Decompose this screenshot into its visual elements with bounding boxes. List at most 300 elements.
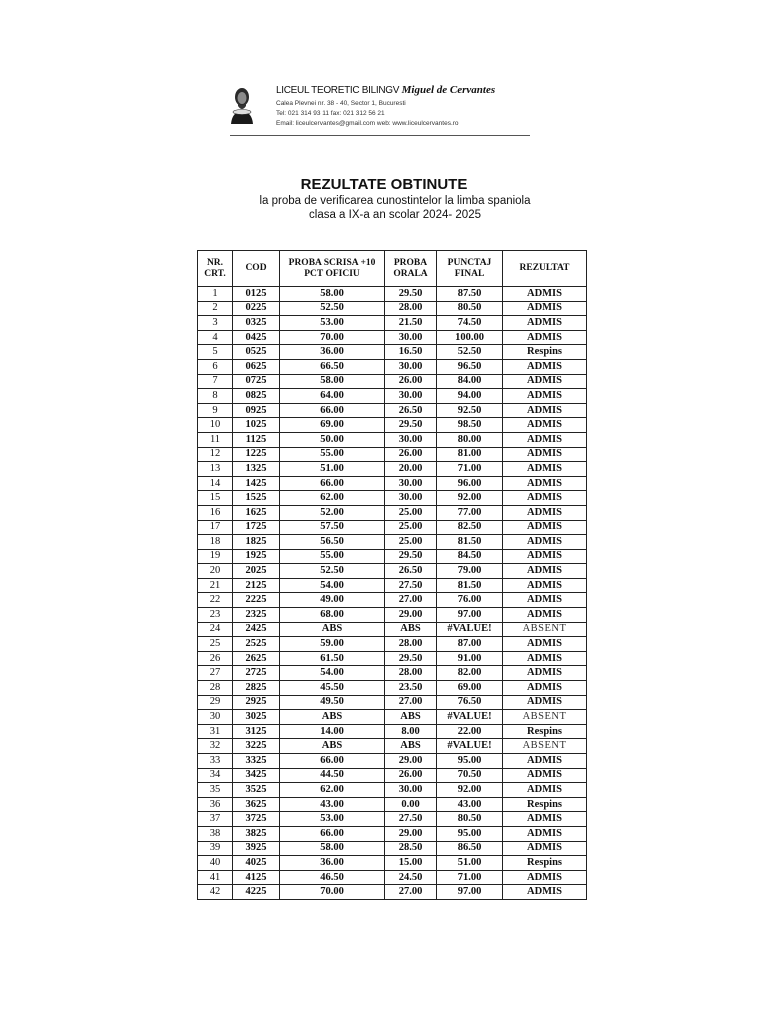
cell-proba-orala: 16.50 bbox=[385, 345, 437, 360]
table-row bbox=[198, 301, 587, 316]
cell-nr: 4 bbox=[198, 330, 233, 345]
school-name bbox=[276, 84, 495, 96]
cell-cod: 0525 bbox=[233, 345, 280, 360]
cell-proba-scrisa: ABS bbox=[280, 622, 385, 637]
cell-rezultat: ADMIS bbox=[503, 432, 587, 447]
cell-punctaj-final: 70.50 bbox=[437, 768, 503, 783]
letterhead bbox=[222, 80, 532, 140]
cell-rezultat: ADMIS bbox=[503, 768, 587, 783]
cell-nr: 29 bbox=[198, 695, 233, 710]
cell-rezultat: ABSENT bbox=[503, 739, 587, 754]
cell-cod: 2525 bbox=[233, 637, 280, 652]
cell-proba-orala: 26.00 bbox=[385, 374, 437, 389]
cell-rezultat: ABSENT bbox=[503, 622, 587, 637]
cell-nr: 1 bbox=[198, 287, 233, 302]
table-row bbox=[198, 710, 587, 725]
cell-rezultat: ADMIS bbox=[503, 885, 587, 900]
cell-proba-orala: 8.00 bbox=[385, 724, 437, 739]
cell-punctaj-final: 96.00 bbox=[437, 476, 503, 491]
cell-proba-scrisa: 49.00 bbox=[280, 593, 385, 608]
cell-proba-scrisa: 62.00 bbox=[280, 491, 385, 506]
cell-nr: 23 bbox=[198, 608, 233, 623]
cell-proba-orala: ABS bbox=[385, 739, 437, 754]
cell-proba-orala: 26.50 bbox=[385, 403, 437, 418]
cell-proba-scrisa: 64.00 bbox=[280, 389, 385, 404]
table-row bbox=[198, 856, 587, 871]
table-row bbox=[198, 476, 587, 491]
cell-proba-scrisa: 55.00 bbox=[280, 447, 385, 462]
table-row bbox=[198, 608, 587, 623]
cell-cod: 0325 bbox=[233, 316, 280, 331]
table-row bbox=[198, 491, 587, 506]
cell-cod: 3925 bbox=[233, 841, 280, 856]
cell-nr: 32 bbox=[198, 739, 233, 754]
cell-cod: 1025 bbox=[233, 418, 280, 433]
table-row bbox=[198, 345, 587, 360]
cell-cod: 0725 bbox=[233, 374, 280, 389]
cell-proba-orala: ABS bbox=[385, 710, 437, 725]
cell-punctaj-final: 69.00 bbox=[437, 681, 503, 696]
cell-nr: 36 bbox=[198, 797, 233, 812]
cell-punctaj-final: 92.00 bbox=[437, 783, 503, 798]
cell-proba-scrisa: 59.00 bbox=[280, 637, 385, 652]
cell-cod: 3525 bbox=[233, 783, 280, 798]
cell-rezultat: ADMIS bbox=[503, 301, 587, 316]
school-address: Calea Plevnei nr. 38 - 40, Sector 1, Bucuresti bbox=[276, 100, 406, 107]
cell-proba-orala: 29.50 bbox=[385, 651, 437, 666]
cell-rezultat: ADMIS bbox=[503, 651, 587, 666]
cell-proba-scrisa: 54.00 bbox=[280, 666, 385, 681]
cell-proba-orala: 26.00 bbox=[385, 768, 437, 783]
cell-punctaj-final: 71.00 bbox=[437, 870, 503, 885]
cell-proba-scrisa: 43.00 bbox=[280, 797, 385, 812]
cell-proba-orala: 26.50 bbox=[385, 564, 437, 579]
cell-proba-orala: 27.50 bbox=[385, 578, 437, 593]
cell-proba-scrisa: 66.00 bbox=[280, 403, 385, 418]
table-row bbox=[198, 754, 587, 769]
table-row bbox=[198, 637, 587, 652]
cell-proba-scrisa: 61.50 bbox=[280, 651, 385, 666]
cell-rezultat: ADMIS bbox=[503, 330, 587, 345]
cell-rezultat: Respins bbox=[503, 856, 587, 871]
cell-nr: 21 bbox=[198, 578, 233, 593]
cell-punctaj-final: 94.00 bbox=[437, 389, 503, 404]
header-punctaj-final: PUNCTAJ FINAL bbox=[437, 251, 503, 287]
cell-punctaj-final: 81.50 bbox=[437, 535, 503, 550]
cell-proba-orala: 21.50 bbox=[385, 316, 437, 331]
cell-proba-orala: 28.00 bbox=[385, 301, 437, 316]
table-row bbox=[198, 826, 587, 841]
cell-nr: 15 bbox=[198, 491, 233, 506]
cell-proba-scrisa: 66.00 bbox=[280, 754, 385, 769]
cell-rezultat: ADMIS bbox=[503, 535, 587, 550]
results-table-body bbox=[198, 287, 587, 900]
cell-punctaj-final: 91.00 bbox=[437, 651, 503, 666]
school-email: Email: liceulcervantes@gmail.com web: www.liceulcervantes.ro bbox=[276, 120, 459, 127]
cell-rezultat: ABSENT bbox=[503, 710, 587, 725]
cell-proba-scrisa: 52.50 bbox=[280, 301, 385, 316]
cell-nr: 14 bbox=[198, 476, 233, 491]
school-phone: Tel: 021 314 93 11 fax: 021 312 56 21 bbox=[276, 110, 385, 117]
cell-punctaj-final: 80.00 bbox=[437, 432, 503, 447]
cell-nr: 8 bbox=[198, 389, 233, 404]
cell-proba-orala: 30.00 bbox=[385, 359, 437, 374]
header-proba-scrisa: PROBA SCRISA +10 PCT OFICIU bbox=[280, 251, 385, 287]
cell-cod: 3625 bbox=[233, 797, 280, 812]
cell-punctaj-final: #VALUE! bbox=[437, 739, 503, 754]
header-rezultat: REZULTAT bbox=[503, 251, 587, 287]
cell-cod: 1825 bbox=[233, 535, 280, 550]
table-row bbox=[198, 885, 587, 900]
cell-proba-orala: 30.00 bbox=[385, 491, 437, 506]
cell-nr: 20 bbox=[198, 564, 233, 579]
cell-punctaj-final: 96.50 bbox=[437, 359, 503, 374]
cell-cod: 0125 bbox=[233, 287, 280, 302]
cell-rezultat: ADMIS bbox=[503, 316, 587, 331]
cell-proba-scrisa: 14.00 bbox=[280, 724, 385, 739]
cell-punctaj-final: 100.00 bbox=[437, 330, 503, 345]
table-row bbox=[198, 724, 587, 739]
cell-proba-scrisa: 52.50 bbox=[280, 564, 385, 579]
cell-rezultat: Respins bbox=[503, 724, 587, 739]
cell-proba-orala: 25.00 bbox=[385, 535, 437, 550]
cell-rezultat: ADMIS bbox=[503, 505, 587, 520]
cell-nr: 10 bbox=[198, 418, 233, 433]
cell-proba-scrisa: ABS bbox=[280, 739, 385, 754]
cell-punctaj-final: 92.50 bbox=[437, 403, 503, 418]
cell-nr: 2 bbox=[198, 301, 233, 316]
cell-cod: 0425 bbox=[233, 330, 280, 345]
cell-rezultat: ADMIS bbox=[503, 476, 587, 491]
cell-cod: 3825 bbox=[233, 826, 280, 841]
cell-proba-scrisa: 66.50 bbox=[280, 359, 385, 374]
cell-cod: 1425 bbox=[233, 476, 280, 491]
cell-cod: 0925 bbox=[233, 403, 280, 418]
cell-nr: 7 bbox=[198, 374, 233, 389]
cell-proba-orala: 30.00 bbox=[385, 432, 437, 447]
cell-rezultat: ADMIS bbox=[503, 403, 587, 418]
cell-proba-scrisa: 49.50 bbox=[280, 695, 385, 710]
table-row bbox=[198, 389, 587, 404]
cell-nr: 42 bbox=[198, 885, 233, 900]
cell-nr: 9 bbox=[198, 403, 233, 418]
table-row bbox=[198, 739, 587, 754]
cell-nr: 33 bbox=[198, 754, 233, 769]
cell-rezultat: ADMIS bbox=[503, 826, 587, 841]
cervantes-portrait-logo bbox=[228, 84, 256, 124]
cell-rezultat: ADMIS bbox=[503, 681, 587, 696]
cell-punctaj-final: 80.50 bbox=[437, 301, 503, 316]
cell-proba-scrisa: 66.00 bbox=[280, 476, 385, 491]
cell-punctaj-final: 52.50 bbox=[437, 345, 503, 360]
cell-rezultat: ADMIS bbox=[503, 593, 587, 608]
cell-proba-scrisa: 57.50 bbox=[280, 520, 385, 535]
cell-cod: 2725 bbox=[233, 666, 280, 681]
cell-nr: 17 bbox=[198, 520, 233, 535]
cell-proba-orala: 29.00 bbox=[385, 754, 437, 769]
cell-rezultat: ADMIS bbox=[503, 389, 587, 404]
cell-rezultat: ADMIS bbox=[503, 812, 587, 827]
cell-nr: 3 bbox=[198, 316, 233, 331]
page-subtitle-line2: clasa a IX-a an scolar 2024- 2025 bbox=[309, 209, 481, 221]
cell-punctaj-final: #VALUE! bbox=[437, 710, 503, 725]
cell-proba-scrisa: 50.00 bbox=[280, 432, 385, 447]
cell-proba-orala: ABS bbox=[385, 622, 437, 637]
cell-rezultat: ADMIS bbox=[503, 637, 587, 652]
cell-cod: 3325 bbox=[233, 754, 280, 769]
table-row bbox=[198, 316, 587, 331]
cell-proba-orala: 28.00 bbox=[385, 666, 437, 681]
cell-proba-scrisa: 62.00 bbox=[280, 783, 385, 798]
table-row bbox=[198, 695, 587, 710]
cell-punctaj-final: 80.50 bbox=[437, 812, 503, 827]
cell-rezultat: ADMIS bbox=[503, 666, 587, 681]
table-row bbox=[198, 374, 587, 389]
cell-proba-scrisa: 45.50 bbox=[280, 681, 385, 696]
cell-punctaj-final: 81.00 bbox=[437, 447, 503, 462]
cell-punctaj-final: 87.50 bbox=[437, 287, 503, 302]
cell-rezultat: ADMIS bbox=[503, 578, 587, 593]
table-row bbox=[198, 447, 587, 462]
table-row bbox=[198, 870, 587, 885]
cell-punctaj-final: 82.50 bbox=[437, 520, 503, 535]
cell-cod: 1625 bbox=[233, 505, 280, 520]
table-row bbox=[198, 462, 587, 477]
table-row bbox=[198, 783, 587, 798]
cell-proba-scrisa: 55.00 bbox=[280, 549, 385, 564]
cell-proba-scrisa: 70.00 bbox=[280, 885, 385, 900]
table-row bbox=[198, 432, 587, 447]
cell-proba-scrisa: 54.00 bbox=[280, 578, 385, 593]
cell-rezultat: ADMIS bbox=[503, 520, 587, 535]
cell-proba-scrisa: 69.00 bbox=[280, 418, 385, 433]
cell-nr: 31 bbox=[198, 724, 233, 739]
cell-proba-scrisa: 56.50 bbox=[280, 535, 385, 550]
table-row bbox=[198, 622, 587, 637]
cell-nr: 38 bbox=[198, 826, 233, 841]
cell-nr: 26 bbox=[198, 651, 233, 666]
cell-rezultat: Respins bbox=[503, 345, 587, 360]
cell-proba-orala: 25.00 bbox=[385, 520, 437, 535]
header-nr-crt: NR. CRT. bbox=[198, 251, 233, 287]
cell-proba-scrisa: 70.00 bbox=[280, 330, 385, 345]
cell-proba-orala: 30.00 bbox=[385, 476, 437, 491]
cell-nr: 24 bbox=[198, 622, 233, 637]
cell-rezultat: ADMIS bbox=[503, 491, 587, 506]
table-row bbox=[198, 564, 587, 579]
cell-proba-orala: 29.00 bbox=[385, 826, 437, 841]
page-subtitle-line1: la proba de verificarea cunostintelor la limba spaniola bbox=[259, 195, 531, 207]
cell-punctaj-final: 87.00 bbox=[437, 637, 503, 652]
cell-cod: 2425 bbox=[233, 622, 280, 637]
cell-cod: 3025 bbox=[233, 710, 280, 725]
cell-rezultat: ADMIS bbox=[503, 549, 587, 564]
cell-nr: 6 bbox=[198, 359, 233, 374]
table-row bbox=[198, 520, 587, 535]
cell-rezultat: ADMIS bbox=[503, 564, 587, 579]
cell-proba-scrisa: 53.00 bbox=[280, 316, 385, 331]
cell-nr: 11 bbox=[198, 432, 233, 447]
cell-cod: 2225 bbox=[233, 593, 280, 608]
cell-rezultat: ADMIS bbox=[503, 841, 587, 856]
cell-nr: 25 bbox=[198, 637, 233, 652]
table-row bbox=[198, 330, 587, 345]
cell-punctaj-final: 84.00 bbox=[437, 374, 503, 389]
cell-nr: 39 bbox=[198, 841, 233, 856]
cell-proba-scrisa: 58.00 bbox=[280, 374, 385, 389]
cell-proba-scrisa: 44.50 bbox=[280, 768, 385, 783]
cell-proba-scrisa: 68.00 bbox=[280, 608, 385, 623]
cell-punctaj-final: 76.50 bbox=[437, 695, 503, 710]
cell-rezultat: ADMIS bbox=[503, 418, 587, 433]
cell-proba-orala: 20.00 bbox=[385, 462, 437, 477]
table-row bbox=[198, 768, 587, 783]
cell-punctaj-final: 79.00 bbox=[437, 564, 503, 579]
cell-cod: 4025 bbox=[233, 856, 280, 871]
cell-punctaj-final: 98.50 bbox=[437, 418, 503, 433]
cell-cod: 1325 bbox=[233, 462, 280, 477]
cell-cod: 2625 bbox=[233, 651, 280, 666]
cell-nr: 19 bbox=[198, 549, 233, 564]
cell-cod: 3125 bbox=[233, 724, 280, 739]
table-row bbox=[198, 505, 587, 520]
cell-cod: 3425 bbox=[233, 768, 280, 783]
cell-punctaj-final: 43.00 bbox=[437, 797, 503, 812]
cell-punctaj-final: 97.00 bbox=[437, 885, 503, 900]
cell-proba-scrisa: 53.00 bbox=[280, 812, 385, 827]
cell-proba-orala: 24.50 bbox=[385, 870, 437, 885]
cell-rezultat: ADMIS bbox=[503, 608, 587, 623]
cell-cod: 4225 bbox=[233, 885, 280, 900]
cell-punctaj-final: 95.00 bbox=[437, 754, 503, 769]
table-row bbox=[198, 593, 587, 608]
cell-proba-orala: 27.00 bbox=[385, 593, 437, 608]
cell-cod: 2825 bbox=[233, 681, 280, 696]
cell-proba-orala: 29.00 bbox=[385, 608, 437, 623]
cell-cod: 3225 bbox=[233, 739, 280, 754]
cell-rezultat: ADMIS bbox=[503, 447, 587, 462]
cell-proba-scrisa: 52.00 bbox=[280, 505, 385, 520]
page-title: REZULTATE OBTINUTE bbox=[300, 176, 468, 193]
cell-proba-orala: 30.00 bbox=[385, 330, 437, 345]
cell-punctaj-final: 77.00 bbox=[437, 505, 503, 520]
cell-punctaj-final: 97.00 bbox=[437, 608, 503, 623]
table-row bbox=[198, 578, 587, 593]
table-row bbox=[198, 797, 587, 812]
cell-proba-scrisa: ABS bbox=[280, 710, 385, 725]
table-row bbox=[198, 359, 587, 374]
cell-proba-orala: 0.00 bbox=[385, 797, 437, 812]
table-row bbox=[198, 403, 587, 418]
cell-rezultat: ADMIS bbox=[503, 754, 587, 769]
cell-cod: 1725 bbox=[233, 520, 280, 535]
cell-punctaj-final: 82.00 bbox=[437, 666, 503, 681]
cell-proba-scrisa: 46.50 bbox=[280, 870, 385, 885]
table-row bbox=[198, 535, 587, 550]
cell-cod: 2325 bbox=[233, 608, 280, 623]
cell-proba-scrisa: 36.00 bbox=[280, 856, 385, 871]
cell-nr: 22 bbox=[198, 593, 233, 608]
cell-punctaj-final: 71.00 bbox=[437, 462, 503, 477]
cell-proba-orala: 29.50 bbox=[385, 549, 437, 564]
cell-punctaj-final: 95.00 bbox=[437, 826, 503, 841]
cell-cod: 2025 bbox=[233, 564, 280, 579]
cell-nr: 35 bbox=[198, 783, 233, 798]
cell-rezultat: Respins bbox=[503, 797, 587, 812]
table-row bbox=[198, 681, 587, 696]
cell-rezultat: ADMIS bbox=[503, 287, 587, 302]
cell-nr: 37 bbox=[198, 812, 233, 827]
cell-punctaj-final: 81.50 bbox=[437, 578, 503, 593]
table-row bbox=[198, 841, 587, 856]
cell-proba-orala: 26.00 bbox=[385, 447, 437, 462]
table-row bbox=[198, 651, 587, 666]
header-proba-orala: PROBA ORALA bbox=[385, 251, 437, 287]
cell-nr: 18 bbox=[198, 535, 233, 550]
cell-proba-orala: 27.50 bbox=[385, 812, 437, 827]
cell-cod: 2125 bbox=[233, 578, 280, 593]
table-row bbox=[198, 418, 587, 433]
cell-proba-orala: 29.50 bbox=[385, 287, 437, 302]
table-row bbox=[198, 666, 587, 681]
letterhead-divider bbox=[230, 135, 530, 136]
cell-punctaj-final: 76.00 bbox=[437, 593, 503, 608]
cell-proba-scrisa: 66.00 bbox=[280, 826, 385, 841]
cell-rezultat: ADMIS bbox=[503, 359, 587, 374]
cell-proba-orala: 29.50 bbox=[385, 418, 437, 433]
header-cod: COD bbox=[233, 251, 280, 287]
cell-punctaj-final: 51.00 bbox=[437, 856, 503, 871]
cell-punctaj-final: 86.50 bbox=[437, 841, 503, 856]
cell-nr: 16 bbox=[198, 505, 233, 520]
cell-cod: 4125 bbox=[233, 870, 280, 885]
cell-rezultat: ADMIS bbox=[503, 695, 587, 710]
school-name-emphasis: Miguel de Cervantes bbox=[401, 84, 496, 96]
cell-cod: 0225 bbox=[233, 301, 280, 316]
cell-proba-orala: 23.50 bbox=[385, 681, 437, 696]
cell-cod: 1525 bbox=[233, 491, 280, 506]
table-row bbox=[198, 549, 587, 564]
table-row bbox=[198, 812, 587, 827]
cell-cod: 1225 bbox=[233, 447, 280, 462]
cell-punctaj-final: 84.50 bbox=[437, 549, 503, 564]
cell-proba-orala: 28.00 bbox=[385, 637, 437, 652]
cell-punctaj-final: 74.50 bbox=[437, 316, 503, 331]
cell-proba-scrisa: 58.00 bbox=[280, 841, 385, 856]
cell-proba-orala: 25.00 bbox=[385, 505, 437, 520]
cell-nr: 13 bbox=[198, 462, 233, 477]
cell-rezultat: ADMIS bbox=[503, 783, 587, 798]
cell-rezultat: ADMIS bbox=[503, 870, 587, 885]
cell-cod: 1925 bbox=[233, 549, 280, 564]
cell-proba-orala: 27.00 bbox=[385, 885, 437, 900]
cell-punctaj-final: 92.00 bbox=[437, 491, 503, 506]
cell-proba-orala: 30.00 bbox=[385, 389, 437, 404]
cell-nr: 27 bbox=[198, 666, 233, 681]
results-table bbox=[197, 250, 587, 900]
cell-nr: 28 bbox=[198, 681, 233, 696]
table-row bbox=[198, 287, 587, 302]
cell-nr: 5 bbox=[198, 345, 233, 360]
cell-cod: 3725 bbox=[233, 812, 280, 827]
cell-cod: 0825 bbox=[233, 389, 280, 404]
cell-nr: 40 bbox=[198, 856, 233, 871]
cell-proba-orala: 30.00 bbox=[385, 783, 437, 798]
cell-nr: 30 bbox=[198, 710, 233, 725]
cell-cod: 1125 bbox=[233, 432, 280, 447]
cell-rezultat: ADMIS bbox=[503, 462, 587, 477]
cell-punctaj-final: #VALUE! bbox=[437, 622, 503, 637]
